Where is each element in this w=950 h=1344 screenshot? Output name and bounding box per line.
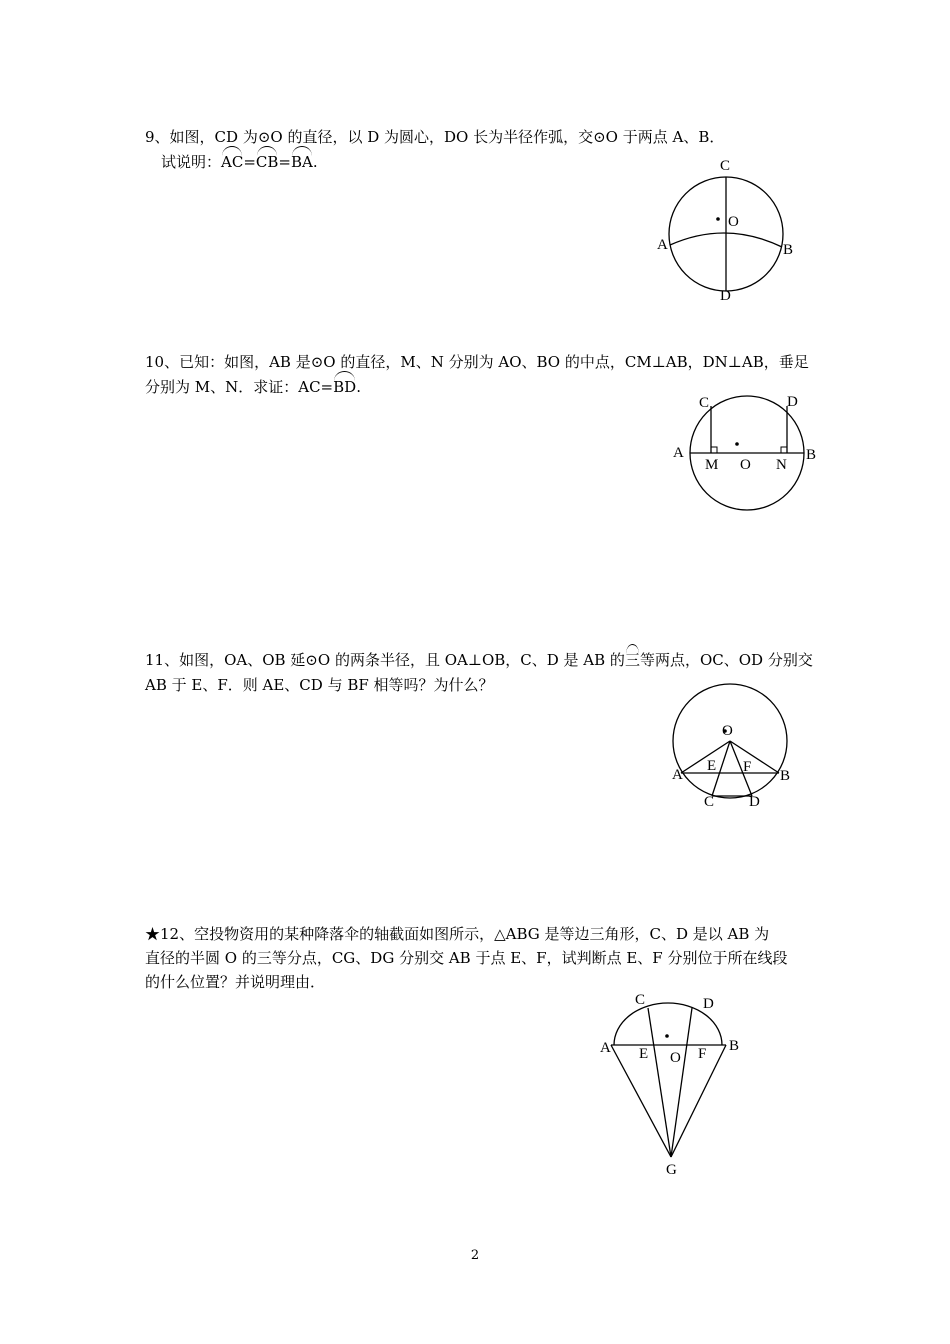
problem-12-line-3: 的什么位置？并说明理由． xyxy=(145,973,326,991)
arc-ac: AC xyxy=(221,153,244,171)
equals-sign: = xyxy=(243,153,256,171)
problem-10-line-2 xyxy=(145,376,361,398)
label-c: C xyxy=(704,794,715,810)
label-d: D xyxy=(749,794,760,810)
label-c: C xyxy=(635,992,646,1008)
equals-sign: = xyxy=(278,153,291,171)
figure-9 xyxy=(640,150,820,310)
label-f: F xyxy=(743,759,752,775)
radius-ob xyxy=(730,741,779,773)
label-d: D xyxy=(787,394,798,410)
problem-10-prefix: 分别为 M、N．求证：AC= xyxy=(145,378,334,396)
problem-9-line-2 xyxy=(161,151,318,173)
figure-12 xyxy=(590,985,760,1185)
center-dot xyxy=(665,1034,669,1038)
problem-10-line-1: 10、已知：如图，AB 是⊙O 的直径，M、N 分别为 AO、BO 的中点，CM⊥AB，DN⊥AB，垂足 xyxy=(145,353,809,371)
problem-11-line-2: AB 于 E、F．则 AE、CD 与 BF 相等吗？为什么？ xyxy=(145,676,494,694)
problem-11-prefix: 11、如图，OA、OB 延⊙O 的两条半径，且 OA⊥OB，C、D 是 AB 的 xyxy=(145,651,625,669)
label-o: O xyxy=(722,723,733,739)
problem-9-line-1: 9、如图，CD 为⊙O 的直径，以 D 为圆心，DO 长为半径作弧，交⊙O 于两点 A、B． xyxy=(145,128,725,146)
page-number: 2 xyxy=(470,1248,480,1263)
label-o: O xyxy=(740,457,751,473)
label-d: D xyxy=(720,288,731,304)
label-b: B xyxy=(783,242,794,258)
problem-12-line-2: 直径的半圆 O 的三等分点，CG、DG 分别交 AB 于点 E、F，试判断点 E、F 分别位于所在线段 xyxy=(145,949,788,967)
period: . xyxy=(356,378,361,396)
label-n: N xyxy=(776,457,787,473)
label-b: B xyxy=(729,1038,740,1054)
problem-9-prefix: 试说明： xyxy=(161,153,222,171)
arc-cb: CB xyxy=(255,153,279,171)
label-c: C xyxy=(699,395,710,411)
label-a: A xyxy=(672,767,683,783)
label-o: O xyxy=(670,1050,681,1066)
label-c: C xyxy=(720,158,731,174)
figure-10 xyxy=(665,390,825,520)
period: . xyxy=(312,153,318,171)
problem-11-line-1 xyxy=(145,649,813,671)
right-angle-mark-m xyxy=(711,447,717,453)
label-a: A xyxy=(657,237,668,253)
label-m: M xyxy=(705,457,719,473)
figure-11 xyxy=(660,675,820,815)
label-e: E xyxy=(707,758,717,774)
arc-ba: BA xyxy=(290,153,313,171)
label-a: A xyxy=(600,1040,611,1056)
label-e: E xyxy=(639,1046,649,1062)
center-dot xyxy=(735,442,739,446)
problem-12-line-1: ★12、空投物资用的某种降落伞的轴截面如图所示，△ABG 是等边三角形，C、D 是以 AB 为 xyxy=(145,925,770,943)
radius-oa xyxy=(681,741,730,773)
label-o: O xyxy=(728,214,739,230)
arc-ab: 三 xyxy=(624,651,640,669)
label-a: A xyxy=(673,445,684,461)
label-f: F xyxy=(698,1046,707,1062)
label-d: D xyxy=(703,996,714,1012)
label-b: B xyxy=(806,447,817,463)
label-b: B xyxy=(780,768,791,784)
right-angle-mark-n xyxy=(781,447,787,453)
center-dot xyxy=(716,217,720,221)
arc-bd: BD xyxy=(333,378,357,396)
problem-11-suffix: 等两点，OC、OD 分别交 xyxy=(639,651,813,669)
label-g: G xyxy=(666,1162,677,1178)
